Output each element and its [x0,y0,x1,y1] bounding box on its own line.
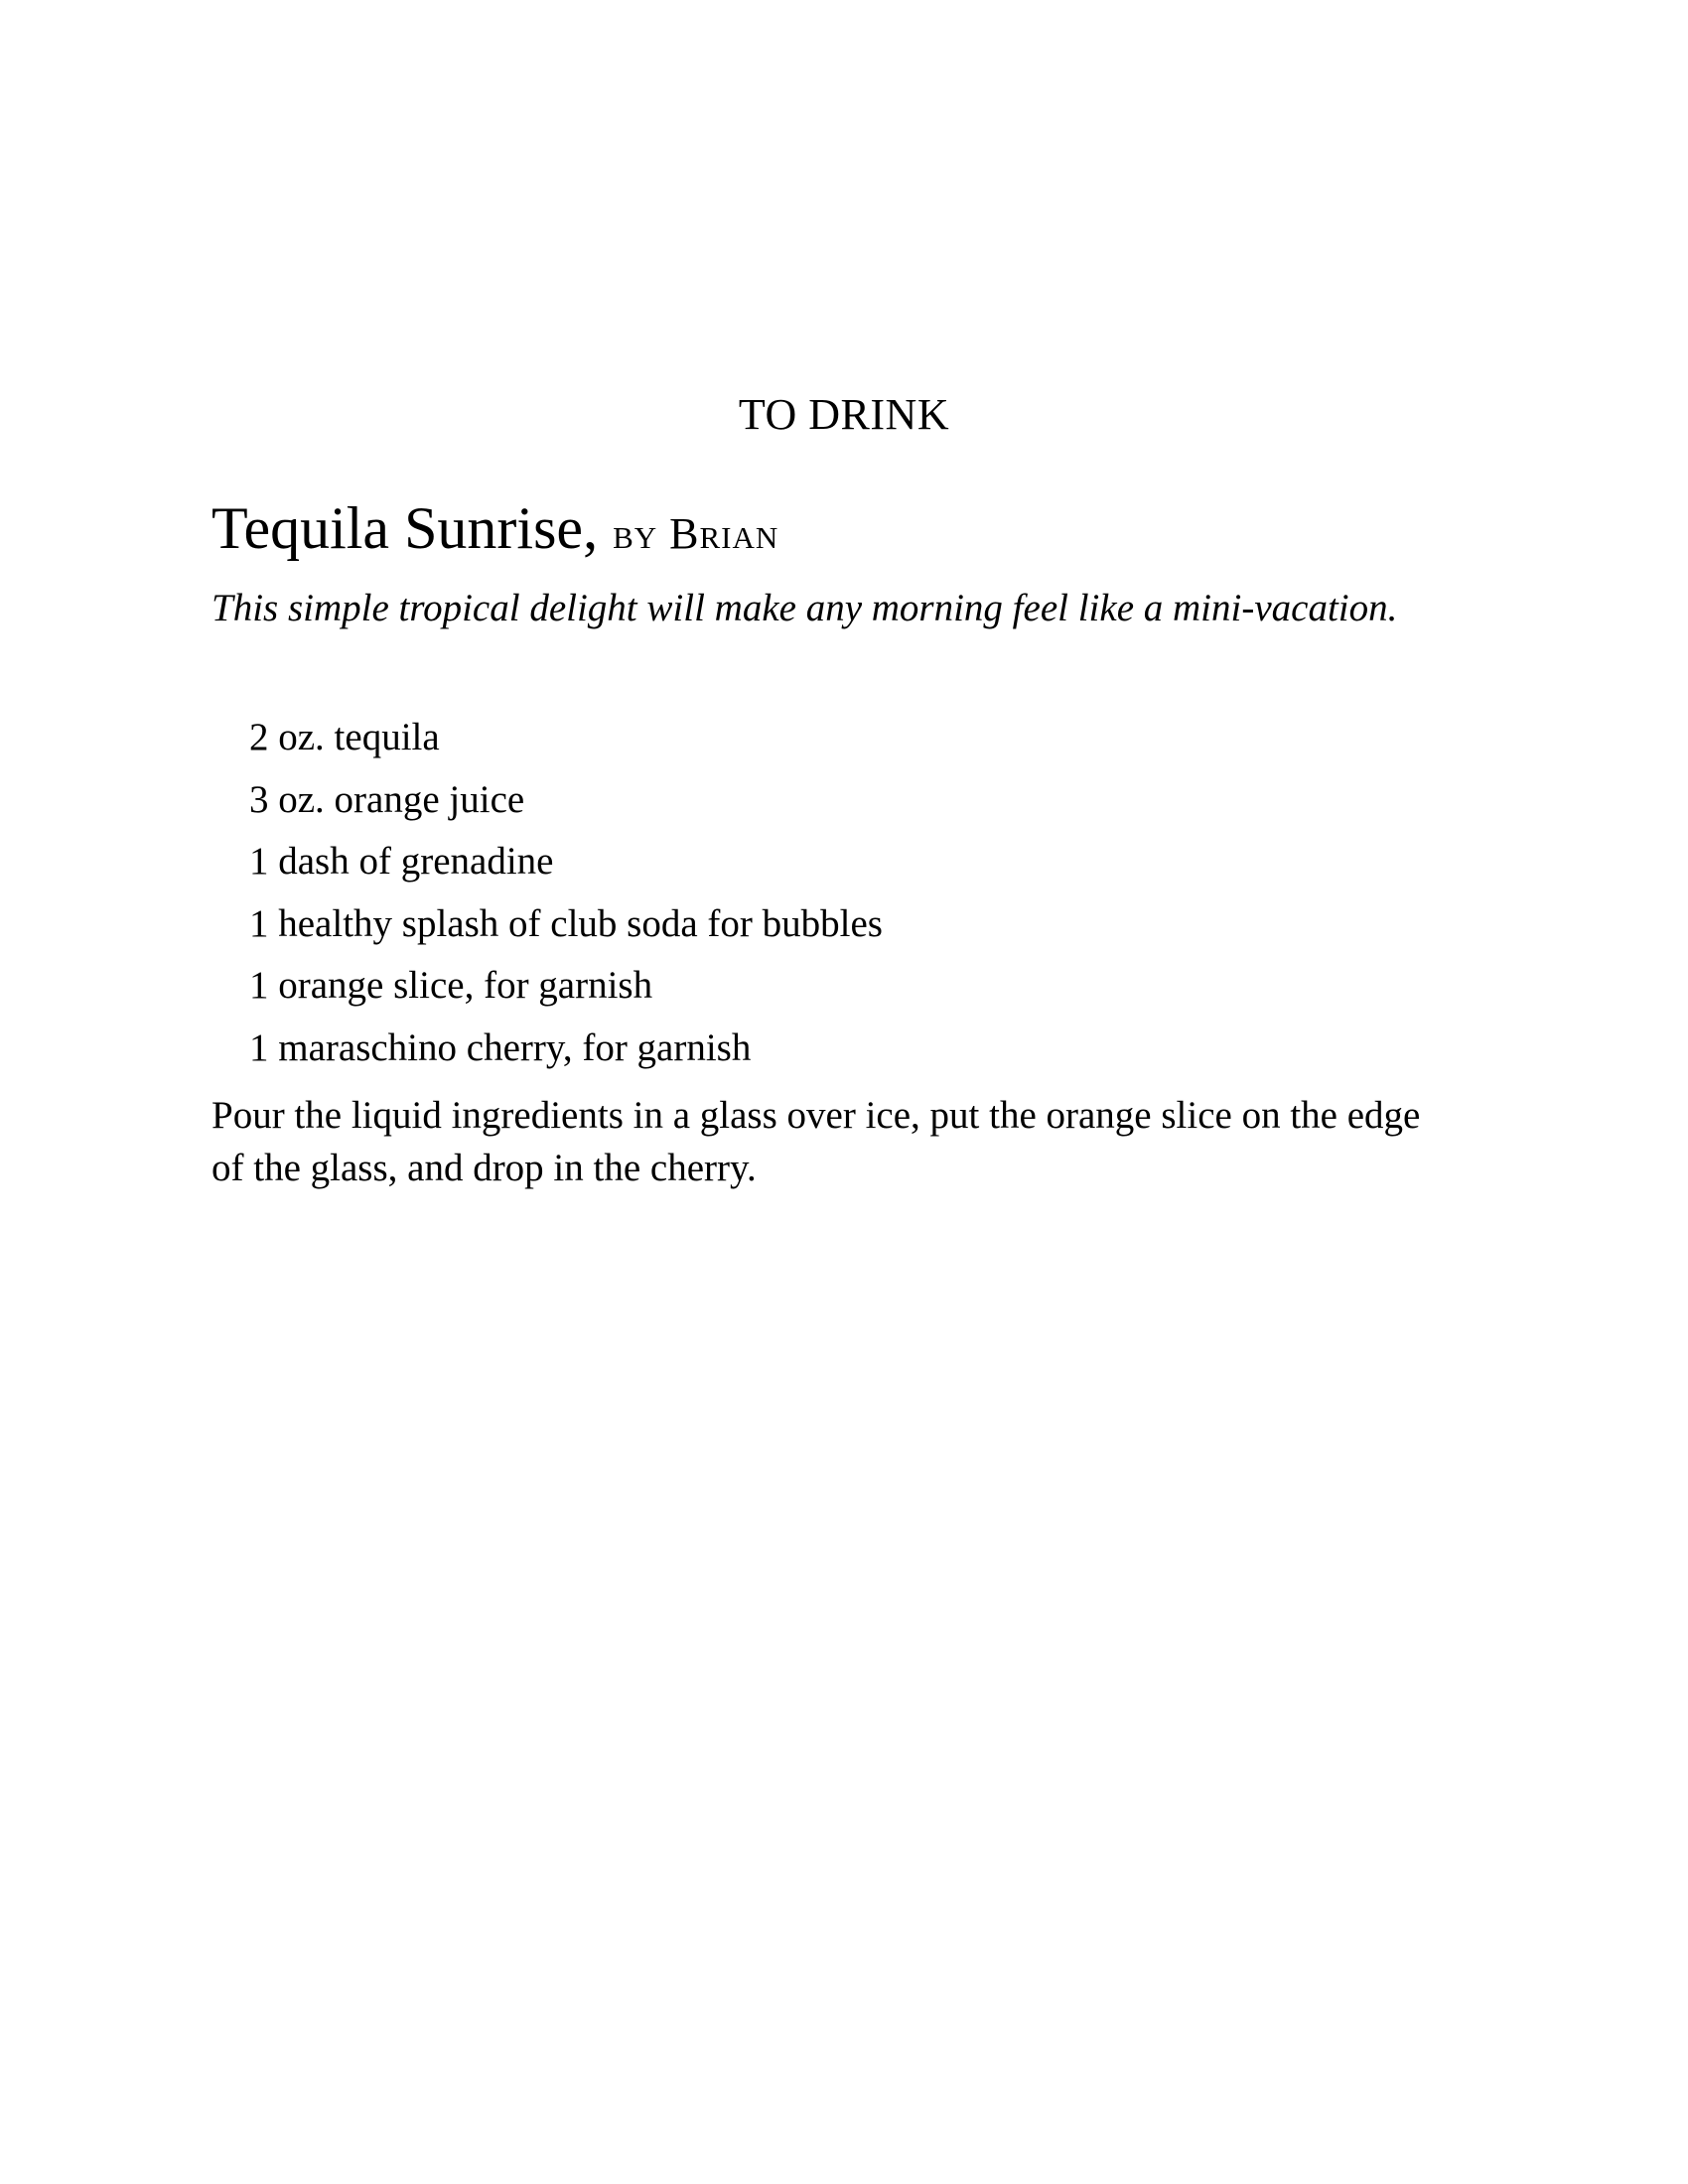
recipe-intro: This simple tropical delight will make any morning feel like a mini-vacation. [211,587,1398,629]
ingredient-item: 2 oz. tequila [249,716,440,758]
ingredient-item: 1 dash of grenadine [249,840,554,883]
ingredient-list [249,707,1441,1079]
ingredient-item: 3 oz. orange juice [249,777,525,821]
ingredient-item: 1 orange slice, for garnish [249,964,653,1007]
recipe-byline: by Brian [613,509,779,558]
recipe-name: Tequila Sunrise, [211,495,599,561]
section-heading: TO DRINK [738,390,950,439]
ingredient-item: 1 maraschino cherry, for garnish [249,1025,752,1069]
ingredient-item: 1 healthy splash of club soda for bubbles [249,901,883,945]
recipe-instructions: Pour the liquid ingredients in a glass over ice, put the orange slice on the edge of the glass, and drop in the cherry. [211,1094,1421,1189]
recipe-title [211,492,1502,570]
